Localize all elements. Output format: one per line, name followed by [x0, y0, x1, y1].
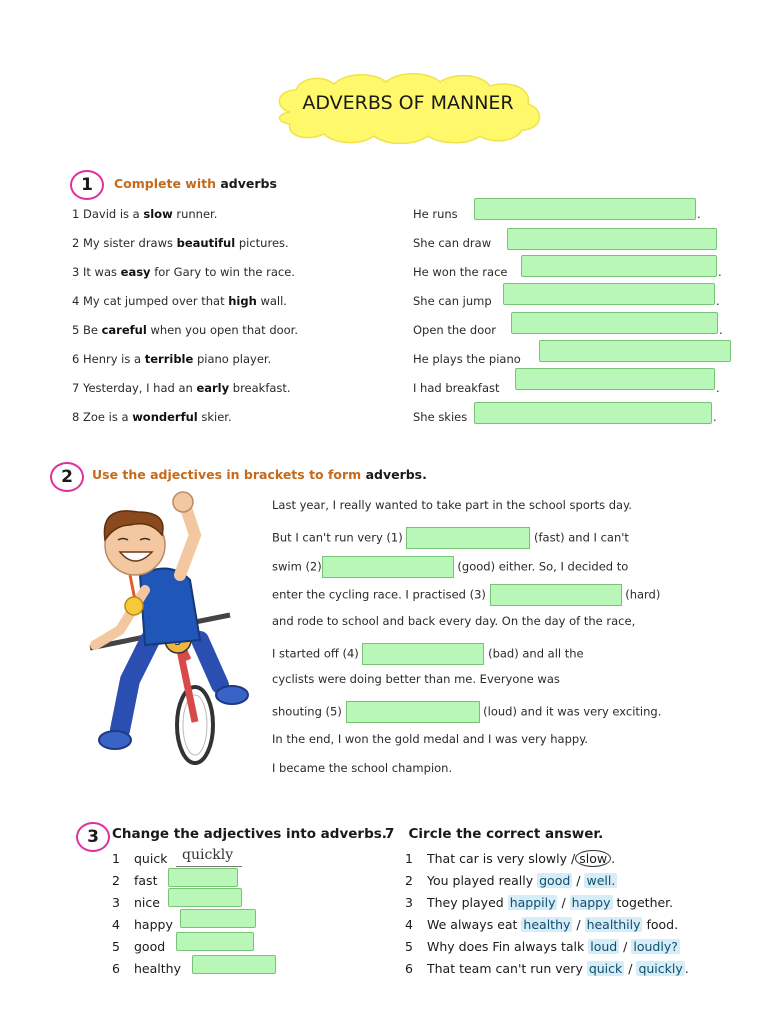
sentence-end-mark: . [713, 410, 717, 424]
exercise-3-heading: Change the adjectives into adverbs. [112, 826, 387, 842]
exercise-1-sentence: 4 My cat jumped over that high wall. [72, 294, 287, 308]
exercise-1-badge: 1 [70, 170, 104, 200]
exercise-3-item: 1 quick [112, 851, 168, 866]
answer-box-2-1[interactable] [406, 527, 530, 549]
page-title: ADVERBS OF MANNER [302, 92, 514, 114]
exercise-3-item: 6 healthy [112, 961, 181, 976]
answer-box-3-6[interactable] [192, 955, 276, 974]
exercise-1-prompt: Open the door [413, 323, 496, 337]
story-line-3: swim (2) (good) either. So, I decided to [272, 556, 628, 578]
exercise-1-prompt: He plays the piano [413, 352, 521, 366]
answer-box-2-3[interactable] [490, 584, 622, 606]
option-a[interactable]: slowly [528, 851, 568, 866]
option-a[interactable]: loud [590, 939, 618, 954]
answer-box-3-2[interactable] [168, 868, 238, 887]
exercise-1-prompt: He won the race [413, 265, 508, 279]
sentence-end-mark: . [716, 381, 720, 395]
option-a[interactable]: good [539, 873, 571, 888]
exercise-1-sentence: 3 It was easy for Gary to win the race. [72, 265, 295, 279]
sentence-end-mark: . [697, 207, 701, 221]
answer-box-1-6[interactable] [539, 340, 731, 362]
option-b[interactable]: healthily [586, 917, 641, 932]
answer-box-2-5[interactable] [346, 701, 480, 723]
option-b[interactable]: well. [586, 873, 616, 888]
option-a[interactable]: happily [509, 895, 556, 910]
story-line-7: cyclists were doing better than me. Everyone was [272, 672, 560, 686]
answer-box-3-3[interactable] [168, 888, 242, 907]
exercise-3-item: 3 nice [112, 895, 160, 910]
exercise-1-prompt: I had breakfast [413, 381, 500, 395]
exercise-1-prompt: She can jump [413, 294, 492, 308]
answer-box-1-3[interactable] [521, 255, 717, 277]
story-line-5: and rode to school and back every day. On the day of the race, [272, 614, 636, 628]
story-line-9: In the end, I won the gold medal and I was very happy. [272, 732, 589, 746]
exercise-3-item: 5 good [112, 939, 166, 954]
story-line-8: shouting (5) (loud) and it was very exciting. [272, 701, 661, 723]
example-answer: quickly [182, 847, 234, 863]
exercise-7-number: 7 [385, 826, 395, 842]
exercise-1-heading: Complete with adverbs [114, 176, 277, 191]
exercise-1-sentence: 1 David is a slow runner. [72, 207, 218, 221]
exercise-7-item: 4 We always eat healthy / healthily food. [405, 917, 679, 932]
exercise-1-sentence: 5 Be careful when you open that door. [72, 323, 299, 337]
sentence-end-mark: . [719, 323, 723, 337]
gold-medal [125, 597, 143, 615]
exercise-3-item: 2 fast [112, 873, 158, 888]
option-b[interactable]: slow [575, 850, 611, 867]
option-b[interactable]: quickly [638, 961, 683, 976]
exercise-1-prompt: She can draw [413, 236, 492, 250]
exercise-7-item: 1 That car is very slowly / slow . [405, 851, 616, 866]
option-a[interactable]: healthy [523, 917, 571, 932]
exercise-7-item: 3 They played happily / happy together. [405, 895, 674, 910]
story-line-10: I became the school champion. [272, 761, 453, 775]
exercise-1-prompt: He runs [413, 207, 458, 221]
answer-box-3-5[interactable] [176, 932, 254, 951]
exercise-7-heading: 7 Circle the correct answer. [385, 826, 604, 842]
sentence-end-mark: . [716, 294, 720, 308]
answer-box-1-2[interactable] [507, 228, 717, 250]
exercise-7-item: 2 You played really good / well. [405, 873, 616, 888]
answer-box-1-4[interactable] [503, 283, 715, 305]
exercise-1-sentence: 2 My sister draws beautiful pictures. [72, 236, 289, 250]
option-a[interactable]: quick [588, 961, 623, 976]
story-line-2: But I can't run very (1) (fast) and I can't [272, 527, 629, 549]
answer-box-3-4[interactable] [180, 909, 256, 928]
bike-wheel [177, 687, 213, 763]
answer-box-1-1[interactable] [474, 198, 696, 220]
exercise-3-badge: 3 [76, 822, 110, 852]
exercise-1-prompt: She skies [413, 410, 468, 424]
answer-box-1-5[interactable] [511, 312, 718, 334]
story-line-6: I started off (4) (bad) and all the [272, 643, 584, 665]
sentence-end-mark: . [718, 265, 722, 279]
answer-underline [176, 866, 242, 867]
answer-box-1-7[interactable] [515, 368, 715, 390]
story-line-4: enter the cycling race. I practised (3) (hard) [272, 584, 660, 606]
option-b[interactable]: happy [571, 895, 611, 910]
boy-shirt [140, 569, 200, 645]
exercise-1-sentence: 6 Henry is a terrible piano player. [72, 352, 272, 366]
option-b[interactable]: loudly? [633, 939, 678, 954]
exercise-2-badge: 2 [50, 462, 84, 492]
exercise-7-item: 6 That team can't run very quick / quickly . [405, 961, 689, 976]
story-line-1: Last year, I really wanted to take part in the school sports day. [272, 498, 632, 512]
boy-on-bike-illustration [60, 490, 260, 765]
answer-box-1-8[interactable] [474, 402, 712, 424]
exercise-7-item: 5 Why does Fin always talk loud / loudly? [405, 939, 678, 954]
answer-box-2-2[interactable] [322, 556, 454, 578]
exercise-2-heading: Use the adjectives in brackets to form adverbs. [92, 467, 427, 482]
exercise-3-item: 4 happy [112, 917, 173, 932]
answer-box-2-4[interactable] [362, 643, 484, 665]
exercise-1-sentence: 7 Yesterday, I had an early breakfast. [72, 381, 291, 395]
exercise-1-sentence: 8 Zoe is a wonderful skier. [72, 410, 232, 424]
